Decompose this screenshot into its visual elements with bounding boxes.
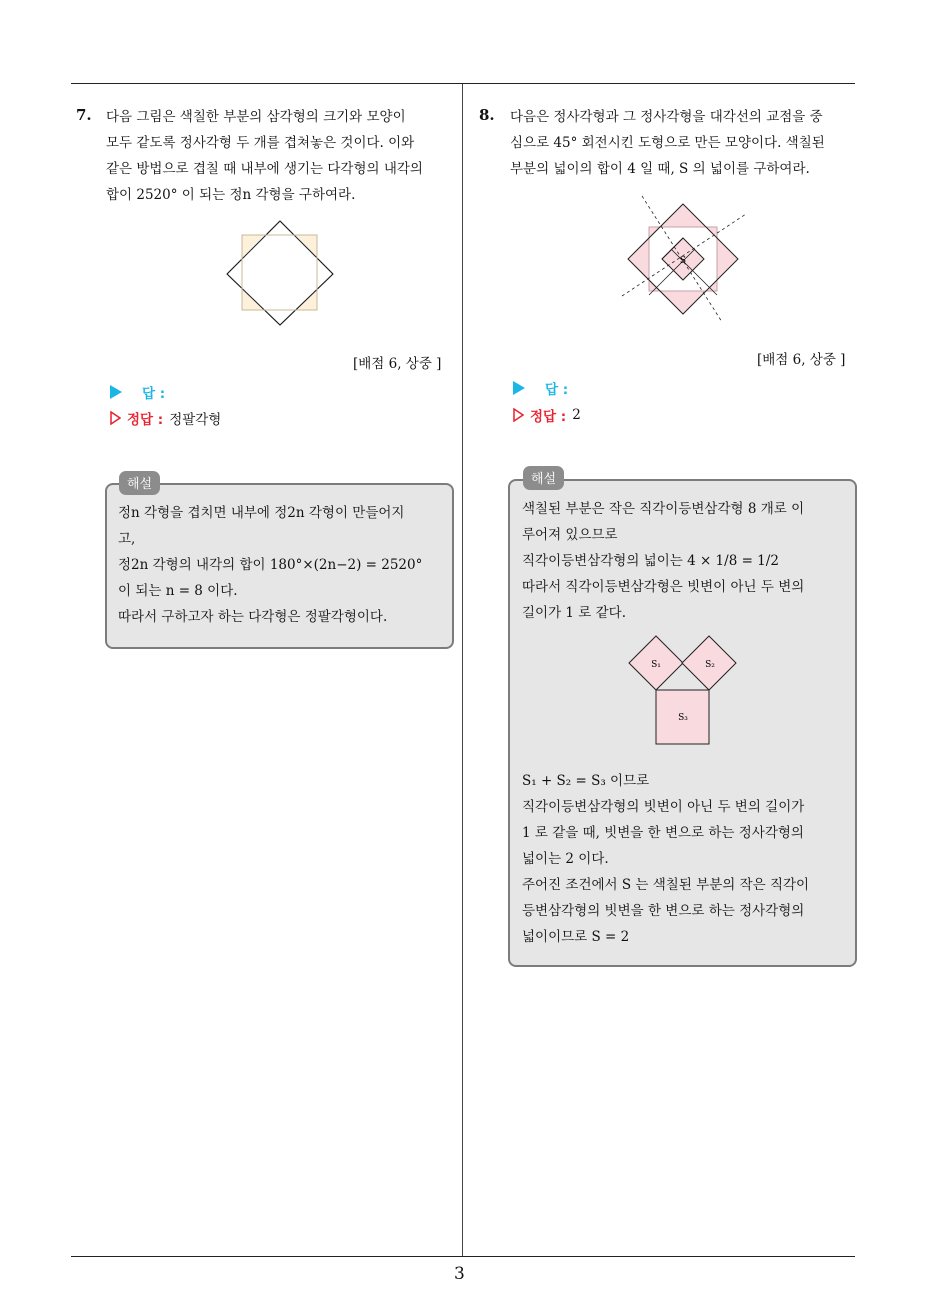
q8-explain-line: 길이가 1 로 같다.: [522, 605, 626, 621]
q7-explanation-tag: 해설: [119, 471, 160, 495]
q8-figure: [616, 192, 750, 326]
q8-explain-line: 루어져 있으므로: [522, 527, 618, 543]
q7-explanation-text: [118, 500, 448, 630]
q7-line: 모두 같도록 정사각형 두 개를 겹쳐놓은 것이다. 이와: [106, 135, 415, 151]
q7-correct-label: 정답 :: [127, 412, 164, 428]
q8-correct-row: [513, 405, 581, 425]
q8-line: 심으로 45° 회전시킨 도형으로 만든 모양이다. 색칠된: [510, 135, 825, 151]
q7-line: 합이 2520° 이 되는 정n 각형을 구하여라.: [106, 187, 356, 203]
q8-pythagoras-figure: [626, 634, 738, 746]
q8-correct-value: 2: [572, 407, 581, 423]
q8-line: 부분의 넓이의 합이 4 일 때, S 의 넓이를 구하여라.: [510, 161, 810, 177]
q7-explain-line: 따라서 구하고자 하는 다각형은 정팔각형이다.: [118, 609, 388, 625]
q7-correct-value: 정팔각형: [169, 412, 222, 428]
s1-label: S₁: [651, 660, 661, 670]
q8-text: [510, 104, 860, 182]
q7-answer-row: [110, 382, 165, 402]
q7-number: 7.: [76, 106, 92, 124]
bottom-rule: [71, 1256, 855, 1257]
play-outline-icon: [513, 408, 524, 422]
q8-answer-row: [513, 378, 568, 398]
q8-correct-label: 정답 :: [530, 409, 567, 425]
q8-explain-line: 직각이등변삼각형의 넓이는 4 × 1/8 = 1/2: [522, 553, 779, 569]
q7-line: 다음 그림은 색칠한 부분의 삼각형의 크기와 모양이: [106, 109, 406, 125]
s2-label: S₂: [705, 660, 715, 670]
q8-explanation-tag: 해설: [523, 466, 564, 490]
q8-meta: [배점 6, 상중 ]: [757, 352, 846, 368]
q8-explain-line: 넓이이므로 S = 2: [522, 929, 630, 945]
q8-figure-label: S: [679, 256, 687, 266]
q7-answer-label: 답 :: [142, 386, 166, 402]
q8-explanation-text-2: [522, 768, 852, 950]
q8-number: 8.: [479, 106, 495, 124]
q8-line: 다음은 정사각형과 그 정사각형을 대각선의 교점을 중: [510, 109, 823, 125]
s3-label: S₃: [678, 713, 688, 723]
q7-explain-line: 정n 각형을 겹치면 내부에 정2n 각형이 만들어지: [118, 505, 405, 521]
q7-explain-line: 정2n 각형의 내각의 합이 180°×(2n−2) = 2520°: [118, 557, 423, 573]
q8-explain-line: 넓이는 2 이다.: [522, 851, 609, 867]
q8-explain-line: 등변삼각형의 빗변을 한 변으로 하는 정사각형의: [522, 903, 805, 919]
q7-correct-row: [110, 408, 221, 428]
q8-explain-line: 색칠된 부분은 작은 직각이등변삼각형 8 개로 이: [522, 501, 805, 517]
q8-explain-line: 주어진 조건에서 S 는 색칠된 부분의 작은 직각이: [522, 877, 810, 893]
q8-answer-label: 답 :: [545, 382, 569, 398]
q7-explain-line: 이 되는 n = 8 이다.: [118, 583, 238, 599]
q7-meta: [배점 6, 상중 ]: [353, 356, 442, 372]
q7-figure: [224, 218, 336, 326]
q7-explain-line: 고,: [118, 531, 136, 547]
q8-explain-line: 따라서 직각이등변삼각형은 빗변이 아닌 두 변의: [522, 579, 805, 595]
q7-text: [106, 104, 456, 208]
q8-explain-line: S₁ + S₂ = S₃ 이므로: [522, 773, 650, 789]
top-rule: [71, 83, 855, 84]
play-icon: [110, 385, 122, 399]
q8-explanation-text: [522, 496, 852, 626]
q8-explain-line: 1 로 같을 때, 빗변을 한 변으로 하는 정사각형의: [522, 825, 804, 841]
play-icon: [513, 381, 525, 395]
page-number: 3: [454, 1264, 465, 1284]
q7-line: 같은 방법으로 겹칠 때 내부에 생기는 다각형의 내각의: [106, 161, 423, 177]
q8-explain-line: 직각이등변삼각형의 빗변이 아닌 두 변의 길이가: [522, 799, 805, 815]
column-divider: [462, 84, 463, 1256]
play-outline-icon: [110, 411, 121, 425]
